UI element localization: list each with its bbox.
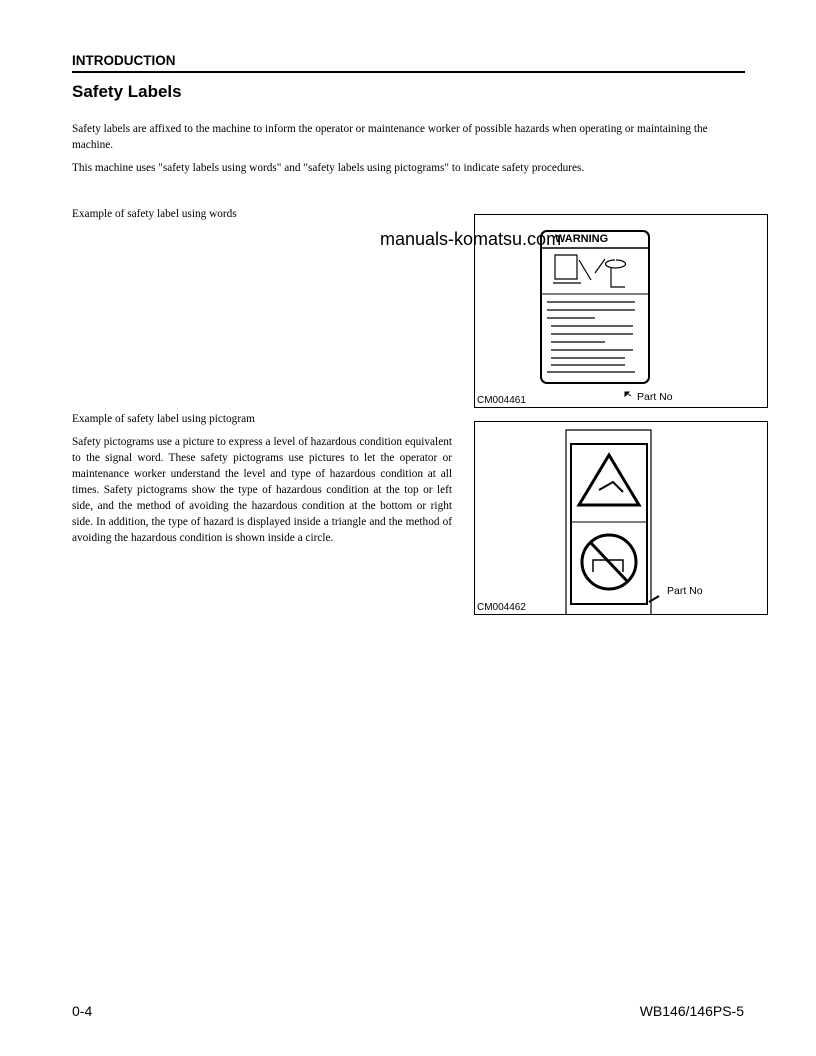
label-types-paragraph: This machine uses "safety labels using words" and "safety labels using pictograms" to indicate safety procedures. [72,162,585,174]
pictogram-paragraph: Safety pictograms use a picture to express a level of hazardous condition equivalent to the signal word. These safety pictograms use pictures to let the operator or maintenance worker understand the level and type of hazardous condition at all times. Safety pictograms show the type of hazardous condition at the top or left side, and the method of avoiding the hazardous condition at the bottom or right side. In addition, the type of hazard is displayed inside a triangle and the method of avoiding the hazardous condition is shown inside a circle. [72,436,452,544]
pictogram-label-illustration [475,422,767,614]
page-number: 0-4 [72,1003,93,1019]
watermark: manuals-komatsu.com [380,229,562,249]
model-number: WB146/146PS-5 [639,1003,744,1019]
page-title: Safety Labels [72,82,182,101]
header-rule [72,71,745,73]
caption-words: Example of safety label using words [72,208,237,220]
hazard-triangle-icon [579,455,639,505]
intro-paragraph: Safety labels are affixed to the machine to inform the operator or maintenance worker of possible hazards when operating or maintaining the machine. [72,123,708,151]
part-no-label: Part No [667,585,703,597]
section-header: INTRODUCTION [72,53,176,68]
figure-code: CM004462 [477,602,526,613]
part-no-label: Part No [637,391,673,403]
caption-pictogram: Example of safety label using pictogram [72,413,255,425]
figure-pictogram-label [474,421,768,615]
signal-word: WARNING [555,233,609,245]
figure-code: CM004461 [477,395,526,406]
